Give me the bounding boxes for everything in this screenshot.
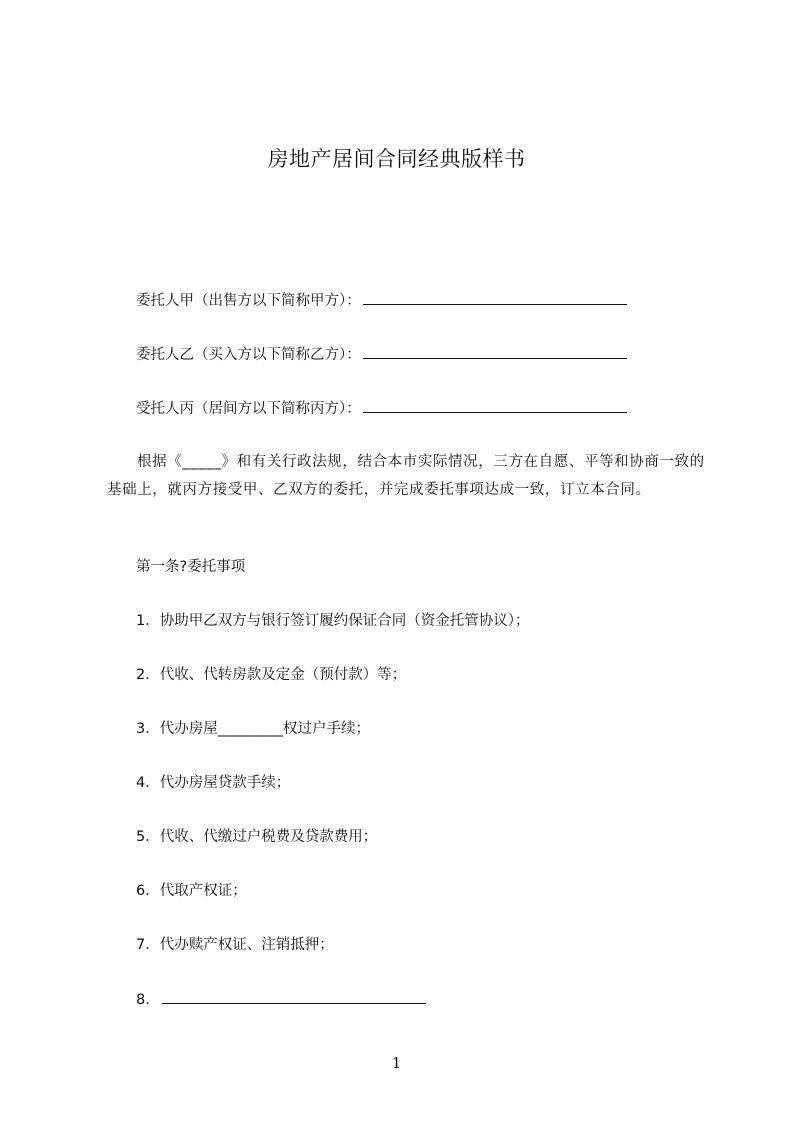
- preamble-paragraph: 根据《_____》和有关行政法规，结合本市实际情况，三方在自愿、平等和协商一致的基础上，就丙方接受甲、乙双方的委托，并完成委托事项达成一致，订立本合同。: [107, 454, 705, 498]
- list-item-8-label: 8．: [136, 992, 160, 1008]
- list-item: 5．代收、代缴过户税费及贷款费用；: [136, 829, 378, 845]
- list-item: 2．代收、代转房款及定金（预付款）等；: [136, 667, 407, 683]
- list-item: 4．代办房屋贷款手续；: [136, 775, 291, 791]
- party-b-label: 委托人乙（买入方以下简称乙方）：: [136, 347, 361, 363]
- party-a-label: 委托人甲（出售方以下简称甲方）：: [136, 293, 361, 309]
- party-a-line: [136, 290, 627, 311]
- party-c-line: [136, 398, 627, 419]
- document-title: 房地产居间合同经典版样书: [267, 147, 526, 171]
- party-b-blank: [363, 344, 627, 359]
- list-item: 1．协助甲乙双方与银行签订履约保证合同（资金托管协议）；: [136, 613, 530, 629]
- party-a-blank: [363, 290, 627, 305]
- list-item: 7．代办赎产权证、注销抵押；: [136, 937, 334, 953]
- party-b-line: [136, 344, 627, 365]
- party-c-blank: [363, 398, 627, 413]
- party-c-label: 受托人丙（居间方以下简称丙方）：: [136, 401, 361, 417]
- list-item: 6．代取产权证；: [136, 883, 247, 899]
- list-item-8-blank: [162, 989, 426, 1004]
- page-number: 1: [391, 1054, 402, 1072]
- list-item: 3．代办房屋_________权过户手续；: [136, 721, 370, 737]
- section-heading: 第一条?委托事项: [136, 559, 246, 575]
- list-item-8: [136, 989, 426, 1010]
